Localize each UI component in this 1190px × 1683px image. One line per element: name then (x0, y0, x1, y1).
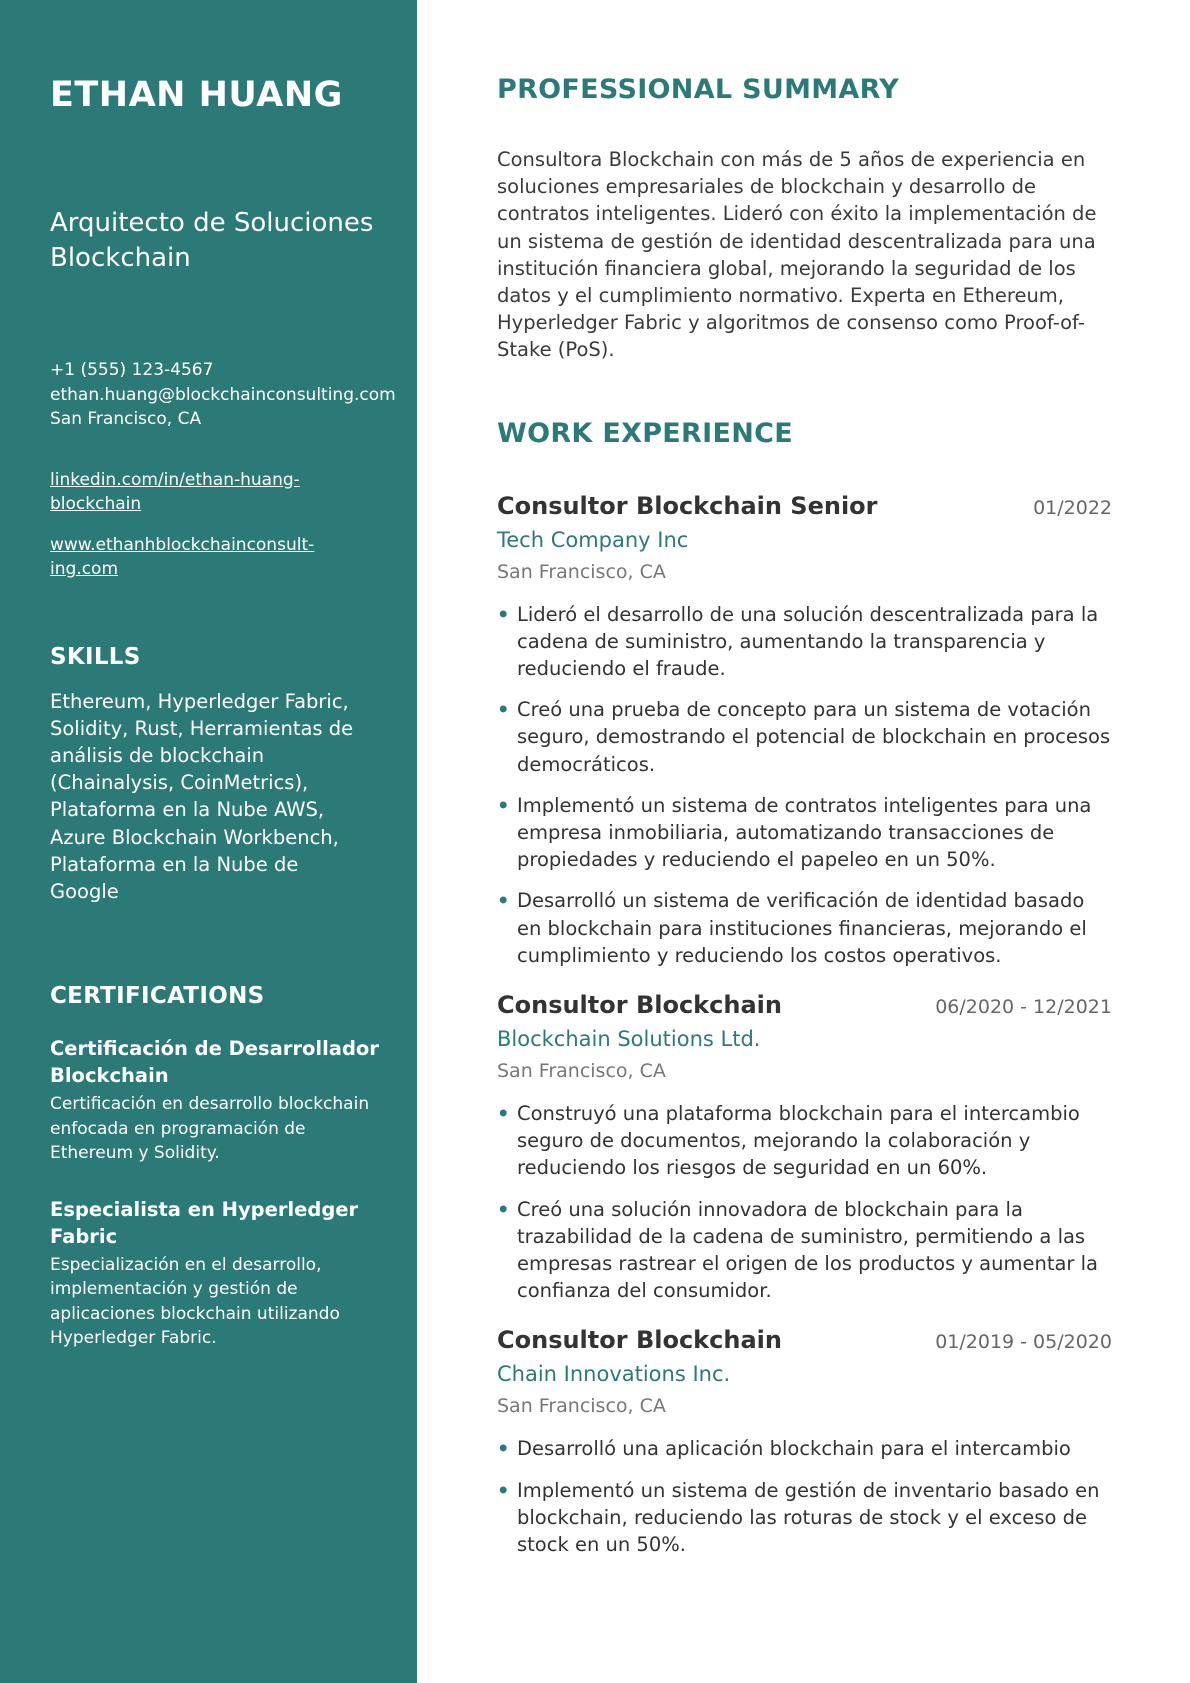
job-bullet: • Desarrolló una aplicación blockchain para el intercambio (497, 1435, 1112, 1462)
skills-heading: SKILLS (50, 643, 141, 670)
company-name: Tech Company Inc (497, 527, 689, 552)
job-bullet: • Construyó una plataforma blockchain para el intercambio seguro de documentos, mejorando la colaboración y reduciendo los riesgos de seguridad en un 60%. (497, 1100, 1112, 1182)
job-entry (497, 989, 1112, 1304)
company-name: Chain Innovations Inc. (497, 1362, 731, 1387)
main-content (497, 72, 1112, 1572)
job-bullets (497, 1100, 1112, 1304)
job-bullet: • Implementó un sistema de gestión de inventario basado en blockchain, reduciendo las roturas de stock y el exceso de stock en un 50%. (497, 1477, 1112, 1559)
job-entry (497, 1324, 1112, 1558)
job-bullet: • Implementó un sistema de contratos inteligentes para una empresa inmobiliaria, automatizando transacciones de propiedades y reduciendo el papeleo en un 50%. (497, 792, 1112, 874)
company-name: Blockchain Solutions Ltd. (497, 1027, 761, 1052)
job-bullet: • Desarrolló un sistema de verificación de identidad basado en blockchain para instituciones financieras, mejorando el cumplimiento y reduciendo los costos operativos. (497, 887, 1112, 969)
job-header (497, 1324, 1112, 1356)
job-header (497, 490, 1112, 522)
job-dates: 06/2020 - 12/2021 (935, 996, 1112, 1019)
contact-info (50, 358, 396, 432)
certification-name: Especialista en Hyperledger Fabric (50, 1197, 359, 1248)
job-bullet: • Creó una solución innovadora de blockchain para la trazabilidad de la cadena de suministro, permitiendo a las empresas rastrear el origen de los productos y aumentar la confianza del consumidor. (497, 1196, 1112, 1305)
skills-list: Ethereum, Hyperledger Fabric, Solidity, Rust, Herramientas de análisis de blockchain (Chainalysis, CoinMetrics), Plataforma en la Nube AWS, Azure Blockchain Workbench, Plataforma en la Nube de Google (50, 689, 354, 903)
certification-name: Certificación de Desarrollador Blockchain (50, 1037, 379, 1088)
job-position: Consultor Blockchain (497, 991, 782, 1020)
summary-heading: PROFESSIONAL SUMMARY (497, 74, 900, 105)
job-dates: 01/2022 (1033, 496, 1112, 519)
linkedin-link[interactable]: linkedin.com/in/ethan-huang-blockchain (50, 469, 300, 514)
job-location: San Francisco, CA (497, 1395, 666, 1418)
job-location: San Francisco, CA (497, 1060, 666, 1083)
phone-number: +1 (555) 123-4567 (50, 360, 214, 380)
certification-description: Especialización en el desarrollo, implementación y gestión de aplicaciones blockchain utilizando Hyperledger Fabric. (50, 1254, 340, 1349)
job-bullet: • Creó una prueba de concepto para un sistema de votación seguro, demostrando el potencial de blockchain en procesos democráticos. (497, 696, 1112, 778)
job-position: Consultor Blockchain (497, 1326, 782, 1355)
job-bullets (497, 1435, 1112, 1558)
job-dates: 01/2019 - 05/2020 (935, 1331, 1112, 1354)
certifications-heading: CERTIFICATIONS (50, 983, 265, 1010)
job-title: Arquitecto de Soluciones Blockchain (50, 208, 374, 273)
work-experience-heading: WORK EXPERIENCE (497, 417, 793, 449)
job-bullet: • Lideró el desarrollo de una solución descentralizada para la cadena de suministro, aumentando la transparencia y reduciendo el fraude. (497, 601, 1112, 683)
job-position: Consultor Blockchain Senior (497, 491, 878, 520)
certification-item (50, 1196, 379, 1351)
summary-text: Consultora Blockchain con más de 5 años de experiencia en soluciones empresariales de blockchain y desarrollo de contratos inteligentes. Lideró con éxito la implementación de un sistema de gestión de identidad descentralizada para una institución financiera global, mejorando la seguridad de los datos y el cumplimiento normativo. Experta en Ethereum, Hyperledger Fabric y algoritmos de consenso como Proof-of-Stake (PoS). (497, 148, 1097, 362)
sidebar (0, 0, 417, 1683)
location: San Francisco, CA (50, 409, 202, 429)
job-header (497, 989, 1112, 1021)
certification-description: Certificación en desarrollo blockchain enfocada en programación de Ethereum y Solidity. (50, 1094, 370, 1164)
job-entry (497, 490, 1112, 969)
job-location: San Francisco, CA (497, 560, 666, 583)
candidate-name: ETHAN HUANG (50, 75, 343, 115)
website-link[interactable]: www.ethanhblockchainconsult-ing.com (50, 534, 315, 579)
job-bullets (497, 601, 1112, 969)
email-address: ethan.huang@blockchainconsulting.com (50, 384, 396, 405)
certification-item (50, 1035, 379, 1166)
